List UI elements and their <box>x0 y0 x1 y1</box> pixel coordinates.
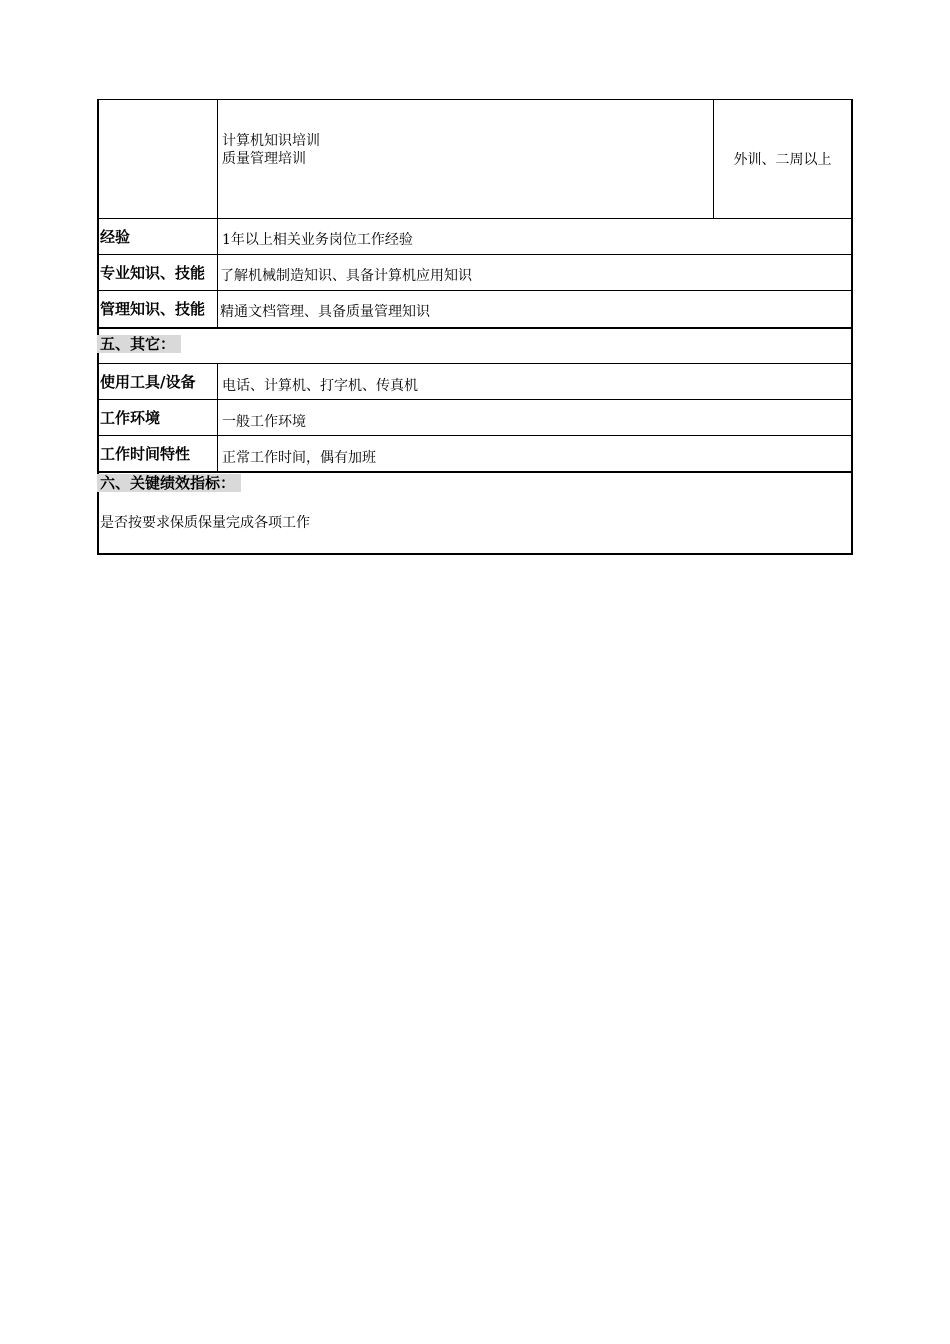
value-text: 1年以上相关业务岗位工作经验 <box>222 231 413 248</box>
value-text: 电话、计算机、打字机、传真机 <box>222 377 418 394</box>
qualification-label-experience <box>97 219 217 254</box>
section-5-title: 五、其它： <box>97 335 181 353</box>
other-label-environment <box>97 400 217 435</box>
other-value-environment <box>218 400 851 435</box>
label-text: 工作环境 <box>100 408 161 427</box>
other-label-worktime <box>97 436 217 471</box>
label-text: 管理知识、技能 <box>100 300 206 318</box>
label-text: 使用工具/设备 <box>100 372 196 391</box>
section-5-header <box>97 329 851 363</box>
qualification-value-professional <box>218 255 851 290</box>
qualification-label-professional <box>97 255 217 290</box>
section-6-content: 是否按要求保质保量完成各项工作 <box>100 515 310 531</box>
training-courses <box>218 132 713 168</box>
training-course: 计算机知识培训 <box>222 133 320 149</box>
training-mode-text: 外训、二周以上 <box>733 151 832 168</box>
label-text: 工作时间特性 <box>100 444 191 463</box>
value-text: 精通文档管理、具备质量管理知识 <box>220 304 430 320</box>
value-text: 了解机械制造知识、具备计算机应用知识 <box>220 267 472 284</box>
training-course: 质量管理培训 <box>222 151 306 167</box>
qualification-value-experience <box>218 219 851 254</box>
training-mode <box>714 99 851 218</box>
label-text: 经验 <box>100 227 131 246</box>
value-text: 正常工作时间，偶有加班 <box>222 449 376 466</box>
section-6-title: 六、关键绩效指标： <box>97 474 241 492</box>
other-value-tools <box>218 364 851 399</box>
label-text: 专业知识、技能 <box>100 263 206 282</box>
table-border-bottom <box>97 553 853 555</box>
other-label-tools <box>97 364 217 399</box>
qualification-label-management <box>97 291 217 327</box>
other-value-worktime <box>218 436 851 471</box>
value-text: 一般工作环境 <box>222 413 306 430</box>
job-description-table <box>97 99 853 555</box>
section-6-header <box>97 473 851 493</box>
qualification-value-management <box>218 291 851 327</box>
